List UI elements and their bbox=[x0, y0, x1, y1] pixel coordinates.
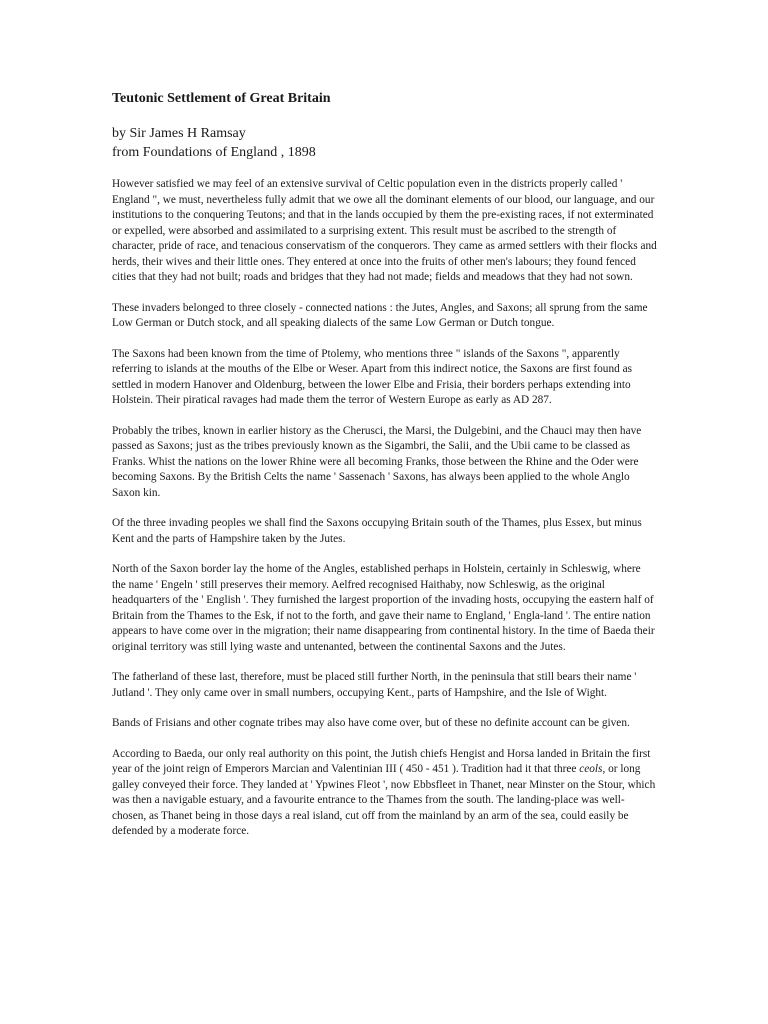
paragraph-invading-peoples: Of the three invading peoples we shall find the Saxons occupying Britain south of the Thames, plus Essex, but minus Kent and the parts of Hampshire taken by the Jutes. bbox=[112, 517, 642, 545]
paragraph-invaders: These invaders belonged to three closely - connected nations : the Jutes, Angles, and Saxons; all sprung from the same Low German or Dutch stock, and all speaking dialects of the same Low German or Dutch tongue. bbox=[112, 301, 648, 329]
paragraph-frisians: Bands of Frisians and other cognate tribes may also have come over, but of these no definite account can be given. bbox=[112, 717, 630, 729]
paragraph-baeda-text-start: According to Baeda, our only real authority on this point, the Jutish chiefs Hengist and Horsa landed in Britain the first year of the joint reign of Emperors Marcian and Valentinian III ( 450 - 451 ). Tradition had it that three bbox=[112, 747, 651, 775]
paragraph-baeda-text-end: , or long galley conveyed their force. They landed at ' Ypwines Fleot ', now Ebbsfleet in Thanet, near Minster on the Stour, which was then a navigable estuary, and a favourite entrance to the Thames from the south. The landing-place was well-chosen, as Thanet being in those days a real island, cut off from the mainland by an arm of the sea, could easily be defended by a moderate force. bbox=[112, 763, 656, 837]
paragraph-tribes: Probably the tribes, known in earlier history as the Cherusci, the Marsi, the Dulgebini, and the Chauci may then have passed as Saxons; just as the tribes previously known as the Sigambri, the Salii, and the Ubii came to be classed as Franks. Whist the nations on the lower Rhine were all becoming Franks, those between the Rhine and the Oder were becoming Saxons. By the British Celts the name ' Sassenach ' Saxons, has always been applied to the whole Anglo Saxon kin. bbox=[112, 424, 642, 499]
author-line: by Sir James H Ramsay bbox=[112, 126, 246, 141]
paragraph-saxons: The Saxons had been known from the time of Ptolemy, who mentions three " islands of the Saxons ", apparently referring to islands at the mouths of the Elbe or Weser. Apart from this indirect notice, the Saxons are first found as settled in modern Hanover and Oldenburg, between the lower Elbe and Frisia, their borders perhaps extending into Holstein. Their piratical ravages had made them the terror of Western Europe as early as AD 287. bbox=[112, 347, 632, 406]
paragraph-baeda-italic-word: ceols bbox=[579, 763, 603, 775]
document-page bbox=[112, 90, 657, 855]
paragraph-intro: However satisfied we may feel of an extensive survival of Celtic population even in the districts properly called ' England ", we must, nevertheless fully admit that we owe all the dominant elements of our blood, our language, and our institutions to the conquering Teutons; and that in the lands occupied by them the pre-existing races, if not exterminated or expelled, were absorbed and assimilated to a surprising extent. This result must be ascribed to the strength of character, pride of race, and tenacious conservatism of the conquerors. They came as armed settlers with their flocks and herds, their wives and their little ones. They entered at once into the fruits of other men's labours; they found fenced cities that they had not built; roads and bridges that they had not made; fields and meadows that they had not sown. bbox=[112, 178, 657, 283]
paragraph-jutes: The fatherland of these last, therefore, must be placed still further North, in the peninsula that still bears their name ' Jutland '. They only came over in small numbers, occupying Kent., parts of Hampshire, and the Isle of Wight. bbox=[112, 671, 637, 699]
source-line: from Foundations of England , 1898 bbox=[112, 145, 316, 160]
paragraph-baeda bbox=[112, 747, 657, 840]
document-title: Teutonic Settlement of Great Britain bbox=[112, 91, 331, 106]
byline bbox=[112, 124, 657, 162]
paragraph-angles: North of the Saxon border lay the home of the Angles, established perhaps in Holstein, certainly in Schleswig, where the name ' Engeln ' still preserves their memory. Aelfred recognised Haithaby, now Schleswig, as the original headquarters of the ' English '. They furnished the largest proportion of the invading hosts, occupying the eastern half of Britain from the Thames to the Esk, if not to the forth, and gave their name to England, ' Engla-land '. The entire nation appears to have come over in the migration; their name disappearing from continental history. In the time of Baeda their original territory was still lying waste and untenanted, between the continental Saxons and the Jutes. bbox=[112, 563, 655, 653]
